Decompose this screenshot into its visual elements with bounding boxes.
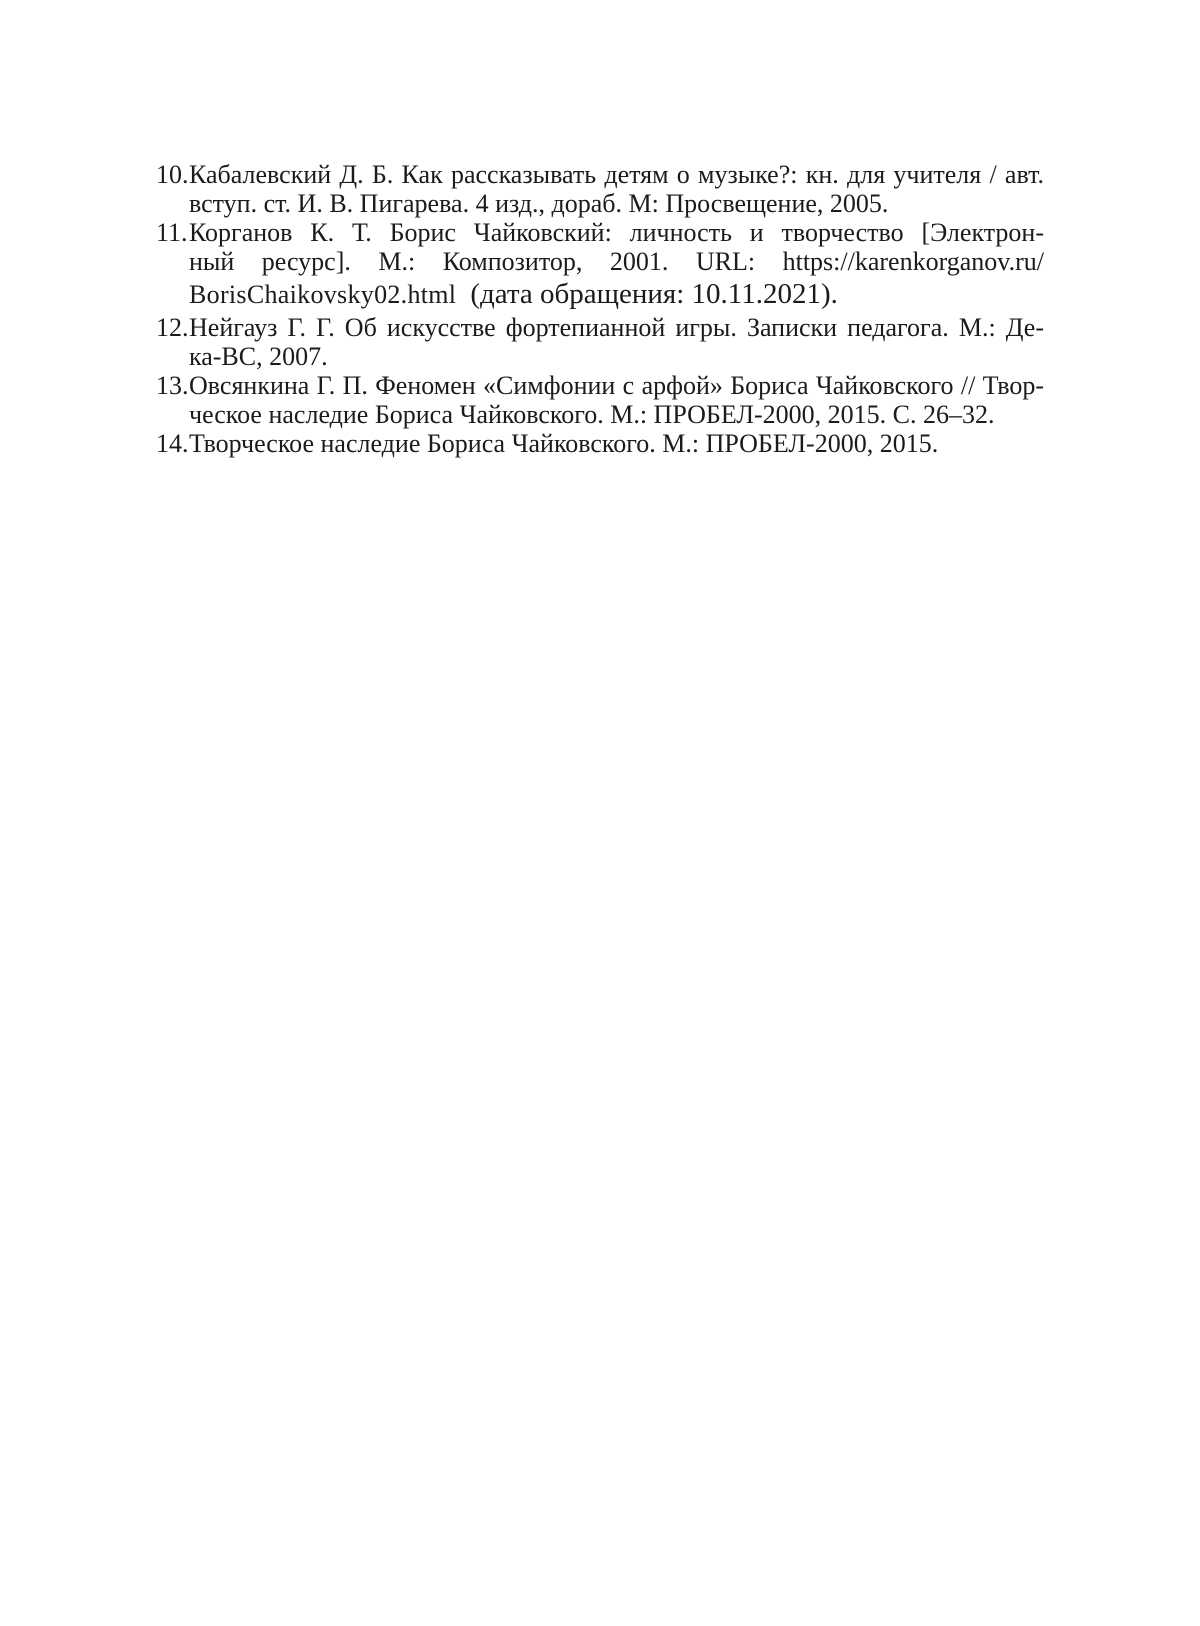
reference-line: ный ресурс]. М.: Композитор, 2001. URL: https://karenkorganov.ru/	[189, 247, 1044, 276]
url-file-text: BorisChaikovsky02.html	[189, 280, 457, 309]
reference-number: 11.	[156, 218, 188, 247]
reference-number: 13.	[156, 371, 189, 400]
reference-line: Корганов К. Т. Борис Чайковский: личность и творчество [Электрон-	[189, 218, 1044, 247]
reference-line: Творческое наследие Бориса Чайковского. М.: ПРОБЕЛ-2000, 2015.	[189, 429, 939, 458]
reference-number: 12.	[156, 313, 189, 342]
reference-item	[156, 313, 1044, 371]
reference-number: 14.	[156, 429, 189, 458]
reference-line: Овсянкина Г. П. Феномен «Симфонии с арфой» Бориса Чайковского // Твор-	[189, 371, 1044, 400]
reference-item	[156, 429, 1044, 458]
reference-item	[156, 371, 1044, 429]
reference-line: Кабалевский Д. Б. Как рассказывать детям о музыке?: кн. для учителя / авт.	[189, 160, 1044, 189]
reference-item	[156, 218, 1044, 313]
reference-number: 10.	[156, 160, 189, 189]
reference-line: ка-ВС, 2007.	[189, 342, 328, 371]
reference-line	[189, 276, 1044, 313]
reference-line: Нейгауз Г. Г. Об искусстве фортепианной игры. Записки педагога. М.: Де-	[189, 313, 1044, 342]
reference-line: вступ. ст. И. В. Пигарева. 4 изд., дораб. М: Просвещение, 2005.	[189, 189, 889, 218]
reference-line: ческое наследие Бориса Чайковского. М.: ПРОБЕЛ-2000, 2015. С. 26–32.	[189, 400, 995, 429]
access-date-text: (дата обращения: 10.11.2021).	[470, 278, 838, 310]
references-list	[156, 160, 1044, 458]
reference-item	[156, 160, 1044, 218]
